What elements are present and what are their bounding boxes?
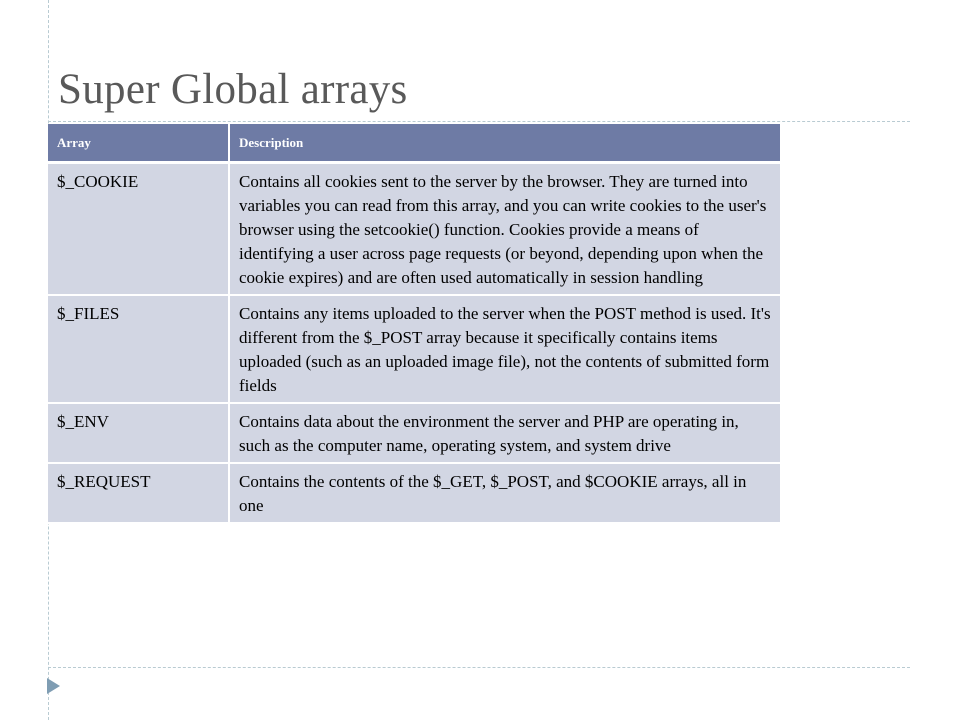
array-name-cell: $_COOKIE [48, 164, 230, 296]
bottom-dashed-divider [48, 667, 910, 668]
table-row [48, 296, 780, 404]
description-cell: Contains data about the environment the server and PHP are operating in, such as the computer name, operating system, and system drive [230, 404, 780, 464]
array-name-cell: $_ENV [48, 404, 230, 464]
top-dashed-divider [48, 121, 910, 122]
table-header-row [48, 124, 780, 164]
header-description: Description [230, 124, 780, 164]
table-row [48, 164, 780, 296]
triangle-bullet-icon [47, 678, 60, 694]
array-name-cell: $_FILES [48, 296, 230, 404]
super-globals-table [48, 124, 780, 524]
slide-title: Super Global arrays [58, 66, 408, 113]
table-row [48, 404, 780, 464]
header-array: Array [48, 124, 230, 164]
description-cell: Contains any items uploaded to the server when the POST method is used. It's different from the $_POST array because it specifically contains items uploaded (such as an uploaded image file), not the contents of submitted form fields [230, 296, 780, 404]
array-name-cell: $_REQUEST [48, 464, 230, 524]
table-row [48, 464, 780, 524]
description-cell: Contains all cookies sent to the server by the browser. They are turned into variables you can read from this array, and you can write cookies to the user's browser using the setcookie() function. Cookies provide a means of identifying a user across page requests (or beyond, depending upon when the cookie expires) and are often used automatically in session handling [230, 164, 780, 296]
description-cell: Contains the contents of the $_GET, $_POST, and $COOKIE arrays, all in one [230, 464, 780, 524]
